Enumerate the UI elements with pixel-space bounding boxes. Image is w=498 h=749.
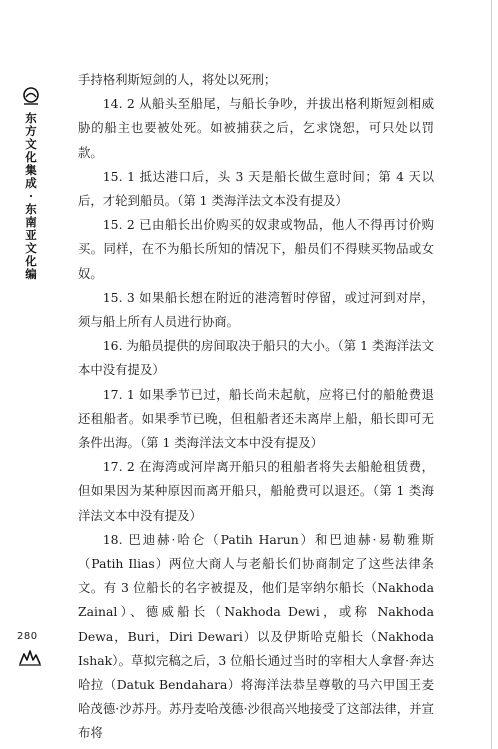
paragraph: 15. 3 如果船长想在附近的港湾暂时停留，或过河到对岸，须与船上所有人员进行协商。 — [78, 289, 434, 330]
series-title-char: 化 — [25, 254, 37, 268]
paragraph: 17. 1 如果季节已过，船长尚未起航，应将已付的船舱费退还租船者。如果季节已晚，但租船者还未离岸上船，船长即可无条件出海。（第 1 类海洋法文本中没有提及） — [78, 386, 434, 451]
series-title-char: 东 — [25, 111, 37, 125]
series-title-char: 南 — [25, 215, 37, 229]
series-title-char: 文 — [25, 137, 37, 151]
series-logo-icon — [22, 86, 40, 106]
series-title — [23, 112, 39, 281]
paragraph: 14. 2 从船头至船尾，与船长争吵，并拔出格利斯短剑相威胁的船主也要被处死。如被捕获之后，乞求饶恕，可只处以罚款。 — [78, 96, 434, 160]
sidebar — [0, 0, 60, 749]
page-edge-divider — [491, 0, 492, 749]
series-title-char: 编 — [25, 267, 37, 281]
series-title-char: · — [28, 189, 33, 203]
paragraph: 15. 1 抵达港口后，头 3 天是船长做生意时间；第 4 天以后，才轮到船员。（第 1 类海洋法文本没有提及） — [78, 168, 434, 209]
paragraph: 手持格利斯短剑的人，将处以死刑； — [78, 72, 277, 87]
series-title-char: 东 — [25, 202, 37, 216]
series-title-char: 亚 — [25, 228, 37, 242]
paragraph: 15. 2 已由船长出价购买的奴隶或物品，他人不得再讨价购买。同样，在不为船长所知的情况下，船员们不得赎买物品或女奴。 — [78, 217, 434, 281]
paragraph: 18. 巴迪赫·哈仑（Patih Harun）和巴迪赫·易勒雅斯（Patih Ilias）两位大商人与老船长们协商制定了这些法律条文。有 3 位船长的名字被提及，他们是宰纳尔船长（Nakhoda Zainal）、德威船长（Nakhoda Dewi，或称 Nakhoda Dewa，Buri，Diri Dewari）以及伊斯哈克船长（Nakhoda Ishak）。草拟完稿之后，3 位船长通过当时的宰相大人拿督·奔达哈拉（Datuk Bendahara）将海洋法恭呈尊敬的马六甲国王麦哈茂德·沙苏丹。苏丹麦哈茂德·沙很高兴地接受了这部法律，并宣布将 — [78, 531, 434, 741]
series-title-char: 文 — [25, 241, 37, 255]
footer-mountain-icon — [18, 648, 42, 666]
series-title-char: 化 — [25, 150, 37, 164]
body-text — [78, 68, 434, 746]
series-title-char: 集 — [25, 163, 37, 177]
paragraph: 17. 2 在海湾或河岸离开船只的租船者将失去船舱租赁费，但如果因为某种原因而离开船只，船舱费可以退还。（第 1 类海洋法文本中没有提及） — [78, 459, 434, 523]
paragraph: 16. 为船员提供的房间取决于船只的大小。（第 1 类海洋法文本中没有提及） — [78, 338, 434, 378]
page-number: 280 — [17, 631, 38, 642]
series-title-char: 成 — [25, 176, 37, 190]
series-title-char: 方 — [25, 124, 37, 138]
